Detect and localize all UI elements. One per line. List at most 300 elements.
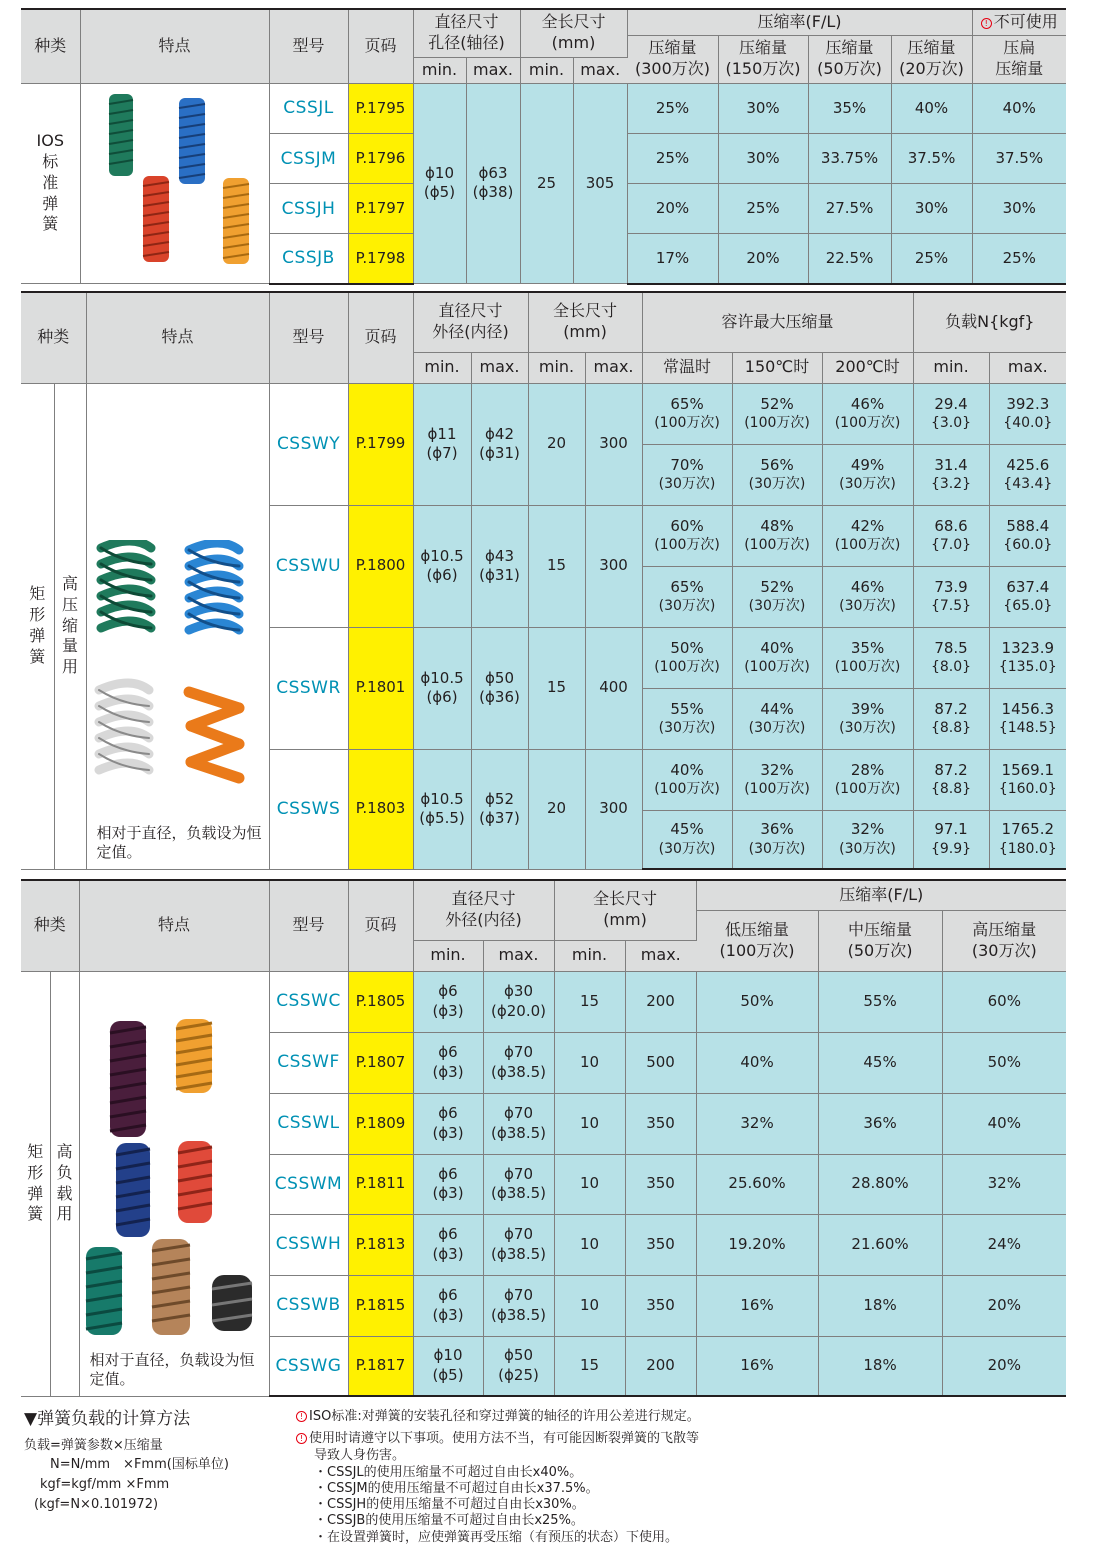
header-col-50-a: 压缩量 — [825, 38, 874, 58]
allow-cycles: (100万次) — [834, 781, 901, 798]
model-csswc[interactable]: CSSWC — [269, 971, 348, 1032]
note-bullet: ・CSSJM的使用压缩量不可超过自由长x37.5%。 — [314, 1480, 599, 1496]
model-cssjl[interactable]: CSSJL — [269, 83, 348, 134]
len-min: 10 — [554, 1032, 625, 1093]
header-length-unit: (mm) — [603, 910, 647, 930]
allow-cycles: (100万次) — [654, 415, 720, 432]
model-csswy[interactable]: CSSWY — [269, 383, 348, 505]
len-max: 300 — [585, 505, 642, 627]
spring-photo — [93, 540, 263, 810]
dia-min-inner: (ϕ3) — [432, 1062, 464, 1081]
dia-max — [483, 971, 554, 1032]
header-length — [528, 292, 642, 352]
header-len-max: max. — [585, 352, 642, 383]
header-compression-ratio: 压缩率(F/L) — [696, 880, 1066, 910]
model-csswu[interactable]: CSSWU — [269, 505, 348, 627]
page-ref[interactable]: P.1815 — [348, 1275, 413, 1336]
note-iso — [296, 1408, 816, 1426]
header-diameter-title: 直径尺寸 — [438, 301, 503, 321]
ratio-mid: 36% — [818, 1093, 942, 1154]
ratio-value: 27.5% — [808, 184, 891, 234]
dia-min — [413, 505, 471, 627]
load-kgf: {7.0} — [930, 537, 972, 554]
ratio-high: 60% — [942, 971, 1066, 1032]
kind-line: 形 — [27, 1162, 44, 1182]
load-kgf: {135.0} — [998, 659, 1057, 676]
allow-pct: 40% — [670, 760, 704, 779]
dia-max-inner: (ϕ38.5) — [491, 1062, 547, 1081]
ratio-mid: 55% — [818, 971, 942, 1032]
header-diameter-sub: 外径(内径) — [432, 322, 509, 342]
coil-spring-icon — [86, 1247, 122, 1335]
usage-notes — [296, 1408, 816, 1546]
header-low-b: (100万次) — [719, 940, 795, 960]
dia-min-inner: (ϕ3) — [432, 1244, 464, 1263]
allow-room — [642, 566, 732, 627]
page-ref[interactable]: P.1798 — [348, 234, 413, 284]
header-col-300 — [627, 35, 718, 83]
note-bullet: ・在设置弹簧时，应使弹簧再受压缩（有预压的状态）下使用。 — [314, 1529, 679, 1545]
ratio-low: 25.60% — [696, 1154, 818, 1214]
load-n: 87.2 — [934, 760, 968, 779]
dia-min — [413, 1275, 483, 1336]
kind-line: IOS — [36, 131, 64, 151]
allow-pct: 35% — [850, 638, 885, 657]
allow-pct: 65% — [670, 577, 704, 596]
header-length — [520, 9, 627, 57]
header-mid — [818, 910, 942, 971]
allow-200 — [822, 749, 913, 810]
load-n: 588.4 — [1006, 516, 1050, 535]
allow-cycles: (30万次) — [748, 476, 806, 493]
kind-line: 簧 — [42, 214, 59, 234]
dia-max-inner: (ϕ38.5) — [491, 1123, 547, 1142]
len-max: 500 — [625, 1032, 696, 1093]
header-kind: 种类 — [21, 292, 86, 383]
spring-image-cell — [80, 83, 269, 284]
allow-cycles: (100万次) — [834, 537, 901, 554]
len-min: 15 — [554, 971, 625, 1032]
model-cssjb[interactable]: CSSJB — [269, 234, 348, 284]
ratio-low: 16% — [696, 1275, 818, 1336]
load-kgf: {9.9} — [930, 840, 972, 857]
ratio-value: 22.5% — [808, 234, 891, 284]
len-min: 20 — [528, 749, 585, 869]
header-col-20 — [891, 35, 972, 83]
header-mid-a: 中压缩量 — [848, 919, 913, 939]
ratio-value: 30% — [891, 184, 972, 234]
model-csswr[interactable]: CSSWR — [269, 627, 348, 749]
allow-room — [642, 749, 732, 810]
model-csswf[interactable]: CSSWF — [269, 1032, 348, 1093]
dia-max-value: ϕ30 — [504, 982, 533, 1000]
load-min — [913, 810, 989, 869]
ratio-value: 40% — [972, 83, 1066, 134]
len-min: 15 — [528, 505, 585, 627]
dia-min-inner: (ϕ6) — [426, 566, 458, 584]
kind-line: 形 — [29, 605, 46, 625]
dia-max — [483, 1093, 554, 1154]
allow-200 — [822, 810, 913, 869]
allow-pct: 28% — [850, 760, 885, 779]
header-len-min: min. — [520, 57, 573, 83]
model-csswg[interactable]: CSSWG — [269, 1336, 348, 1396]
model-cssjm[interactable]: CSSJM — [269, 134, 348, 184]
header-len-min: min. — [554, 940, 625, 971]
header-len-min: min. — [528, 352, 585, 383]
dia-min-inner: (ϕ3) — [432, 1184, 464, 1202]
note-bullet: ・CSSJL的使用压缩量不可超过自由长x40%。 — [314, 1464, 583, 1480]
len-max: 305 — [573, 83, 627, 284]
page-ref[interactable]: P.1809 — [348, 1093, 413, 1154]
ratio-value: 37.5% — [891, 134, 972, 184]
usage-line: 高 — [56, 1141, 73, 1161]
kind-line: 簧 — [27, 1204, 44, 1224]
header-diameter — [413, 9, 520, 57]
header-model: 型号 — [269, 292, 348, 383]
len-min: 25 — [520, 83, 573, 284]
allow-cycles: (30万次) — [839, 476, 896, 493]
spec-table-high-load — [21, 879, 1066, 1397]
header-col-50 — [808, 35, 891, 83]
header-length — [554, 880, 696, 940]
page-ref[interactable]: P.1801 — [348, 627, 413, 749]
dia-min — [413, 1214, 483, 1275]
dia-min-value: ϕ6 — [438, 1164, 458, 1183]
header-compression-ratio: 压缩率(F/L) — [627, 9, 972, 35]
len-min: 15 — [554, 1336, 625, 1396]
ratio-value: 25% — [627, 134, 718, 184]
header-high-b: (30万次) — [971, 940, 1037, 960]
usage-line: 压 — [62, 594, 79, 614]
coil-spring-icon — [101, 541, 151, 628]
note-usage-cont: 导致人身伤害。 — [314, 1448, 406, 1464]
allow-150 — [732, 566, 822, 627]
allow-pct: 48% — [760, 516, 794, 535]
ratio-high: 50% — [942, 1032, 1066, 1093]
dia-max-value: ϕ70 — [504, 1164, 533, 1183]
ratio-value: 25% — [972, 234, 1066, 284]
allow-pct: 50% — [670, 638, 704, 657]
coil-spring-icon — [143, 176, 169, 262]
warning-circle-icon: ! — [981, 18, 992, 29]
allow-cycles: (30万次) — [658, 840, 716, 857]
warning-circle-icon: ! — [296, 1411, 307, 1422]
load-max — [989, 688, 1066, 749]
spec-table-iso — [21, 8, 1066, 285]
table-row — [21, 83, 1066, 134]
page-ref[interactable]: P.1805 — [348, 971, 413, 1032]
dia-min — [413, 83, 466, 284]
dia-max-value: ϕ70 — [504, 1043, 533, 1061]
calc-line: N=N/mm ×Fmm(国标单位) — [50, 1457, 229, 1473]
ratio-value: 20% — [627, 184, 718, 234]
note-bullet: ・CSSJB的使用压缩量不可超过自由长x25%。 — [314, 1513, 584, 1529]
load-kgf: {160.0} — [998, 781, 1057, 798]
dia-max-value: ϕ52 — [485, 789, 514, 808]
allow-cycles: (30万次) — [658, 476, 716, 493]
note-bullet: ・CSSJH的使用压缩量不可超过自由长x30%。 — [314, 1497, 585, 1513]
note-usage-text: 使用时请遵守以下事项。使用方法不当，有可能因断裂弹簧的飞散等 — [309, 1430, 700, 1446]
header-diameter-title: 直径尺寸 — [451, 889, 516, 909]
page-ref[interactable]: P.1813 — [348, 1214, 413, 1275]
feature-cell — [79, 971, 269, 1396]
len-max: 350 — [625, 1214, 696, 1275]
allow-pct: 36% — [760, 820, 794, 839]
ratio-low: 16% — [696, 1336, 818, 1396]
ratio-low: 50% — [696, 971, 818, 1032]
model-cssjh[interactable]: CSSJH — [269, 184, 348, 234]
load-n: 392.3 — [1006, 394, 1050, 413]
header-col-20-a: 压缩量 — [907, 38, 956, 58]
len-min: 20 — [528, 383, 585, 505]
ratio-high: 20% — [942, 1275, 1066, 1336]
header-length-title: 全长尺寸 — [593, 889, 658, 909]
allow-cycles: (100万次) — [834, 415, 901, 432]
note-usage — [296, 1430, 816, 1448]
dia-min-value: ϕ10 — [425, 163, 454, 182]
allow-pct: 45% — [670, 820, 704, 839]
dia-max — [483, 1032, 554, 1093]
ratio-low: 40% — [696, 1032, 818, 1093]
coil-spring-icon — [179, 98, 205, 184]
header-length-title: 全长尺寸 — [553, 301, 618, 321]
page-ref[interactable]: P.1811 — [348, 1154, 413, 1214]
dia-max — [483, 1336, 554, 1396]
dia-max-inner: (ϕ38.5) — [491, 1305, 547, 1324]
load-n: 1323.9 — [1001, 638, 1055, 657]
ratio-high: 24% — [942, 1214, 1066, 1275]
allow-200 — [822, 566, 913, 627]
ratio-value: 35% — [808, 83, 891, 134]
len-min: 15 — [528, 627, 585, 749]
load-n: 73.9 — [934, 577, 968, 596]
page-ref[interactable]: P.1803 — [348, 749, 413, 869]
dia-min-inner: (ϕ3) — [432, 1305, 464, 1324]
dia-min — [413, 627, 471, 749]
page-ref[interactable]: P.1796 — [348, 134, 413, 184]
model-cssws[interactable]: CSSWS — [269, 749, 348, 869]
load-n: 1456.3 — [1001, 699, 1055, 718]
dia-max-inner: (ϕ31) — [479, 444, 520, 462]
load-min — [913, 383, 989, 444]
dia-max-inner: (ϕ25) — [498, 1365, 539, 1384]
len-max: 300 — [585, 749, 642, 869]
ratio-mid: 45% — [818, 1032, 942, 1093]
load-min — [913, 566, 989, 627]
coil-spring-icon — [99, 683, 149, 770]
spring-photo — [82, 1015, 262, 1335]
dia-min — [413, 1336, 483, 1396]
header-length-unit: (mm) — [563, 322, 607, 342]
load-n: 637.4 — [1006, 577, 1050, 596]
dia-max-value: ϕ70 — [504, 1104, 533, 1122]
dia-max-value: ϕ50 — [504, 1346, 533, 1365]
load-kgf: {8.8} — [930, 781, 972, 798]
len-min: 10 — [554, 1214, 625, 1275]
header-len-max: max. — [625, 940, 696, 971]
allow-pct: 42% — [850, 516, 885, 535]
ratio-mid: 18% — [818, 1336, 942, 1396]
allow-room — [642, 688, 732, 749]
dia-max-value: ϕ42 — [485, 424, 514, 443]
allow-cycles: (30万次) — [748, 598, 806, 615]
header-diameter-sub: 外径(内径) — [445, 910, 522, 930]
header-col-flat-a: 压扁 — [1003, 38, 1036, 58]
allow-cycles: (100万次) — [744, 415, 810, 432]
load-kgf: {8.8} — [930, 720, 972, 737]
ratio-value: 30% — [972, 184, 1066, 234]
allow-pct: 70% — [670, 455, 704, 474]
header-len-max: max. — [573, 57, 627, 83]
header-dia-max: max. — [483, 940, 554, 971]
header-col-300-b: (300万次) — [635, 59, 711, 78]
dia-min-value: ϕ6 — [438, 1225, 458, 1243]
load-kgf: {3.0} — [930, 415, 972, 432]
allow-pct: 44% — [760, 699, 794, 718]
coil-spring-icon — [152, 1239, 190, 1335]
allow-pct: 39% — [850, 699, 885, 718]
model-csswb[interactable]: CSSWB — [269, 1275, 348, 1336]
dia-max-value: ϕ50 — [485, 668, 514, 687]
load-n: 87.2 — [934, 699, 968, 718]
allow-pct: 49% — [850, 455, 885, 474]
header-150c: 150℃时 — [732, 352, 822, 383]
load-n: 1765.2 — [1001, 820, 1055, 839]
dia-min — [413, 971, 483, 1032]
warning-circle-icon: ! — [296, 1433, 307, 1444]
page-ref[interactable]: P.1817 — [348, 1336, 413, 1396]
load-kgf: {7.5} — [930, 598, 972, 615]
dia-max-inner: (ϕ36) — [479, 688, 520, 706]
header-load: 负载N{kgf} — [913, 292, 1066, 352]
allow-200 — [822, 505, 913, 566]
dia-min-inner: (ϕ5) — [423, 183, 456, 202]
load-min — [913, 444, 989, 505]
coil-spring-icon — [176, 1019, 212, 1093]
dia-min-value: ϕ10.5 — [420, 546, 464, 565]
ratio-value: 33.75% — [808, 134, 891, 184]
header-diameter — [413, 292, 528, 352]
header-not-usable-label: 不可使用 — [993, 11, 1058, 31]
header-dia-min: min. — [413, 352, 471, 383]
calc-line: 负载=弹簧参数×压缩量 — [24, 1437, 163, 1453]
page-ref[interactable]: P.1795 — [348, 83, 413, 134]
load-min — [913, 749, 989, 810]
page-ref[interactable]: P.1800 — [348, 505, 413, 627]
allow-cycles: (100万次) — [834, 659, 901, 676]
header-col-50-b: (50万次) — [817, 59, 882, 78]
dia-min — [413, 1093, 483, 1154]
header-low — [696, 910, 818, 971]
header-model: 型号 — [269, 880, 348, 971]
load-n: 68.6 — [934, 516, 968, 535]
header-feature: 特点 — [86, 292, 269, 383]
allow-cycles: (100万次) — [744, 781, 810, 798]
allow-cycles: (30万次) — [658, 720, 716, 737]
allow-room — [642, 627, 732, 688]
load-n: 29.4 — [934, 394, 968, 413]
ratio-mid: 18% — [818, 1275, 942, 1336]
dia-max-value: ϕ70 — [504, 1225, 533, 1243]
feature-note: 相对于直径，负载设为恒定值。 — [89, 1350, 255, 1388]
header-length-title: 全长尺寸 — [541, 12, 606, 32]
allow-cycles: (100万次) — [654, 781, 720, 798]
len-max: 350 — [625, 1093, 696, 1154]
page-ref[interactable]: P.1797 — [348, 184, 413, 234]
load-kgf: {43.4} — [1003, 476, 1053, 493]
ratio-mid: 21.60% — [818, 1214, 942, 1275]
header-high — [942, 910, 1066, 971]
load-min — [913, 627, 989, 688]
ratio-value: 30% — [718, 83, 808, 134]
usage-line: 缩 — [62, 615, 79, 635]
allow-pct: 46% — [850, 577, 885, 596]
allow-pct: 52% — [760, 577, 794, 596]
coil-spring-icon — [110, 1021, 146, 1137]
header-dia-min: min. — [413, 57, 466, 83]
header-col-flat — [972, 35, 1066, 83]
calc-line: (kgf=N×0.101972) — [34, 1496, 159, 1512]
ratio-high: 32% — [942, 1154, 1066, 1214]
header-kind: 种类 — [21, 9, 80, 83]
load-calc-title: ▼弹簧负载的计算方法 — [24, 1409, 191, 1429]
model-csswh[interactable]: CSSWH — [269, 1214, 348, 1275]
header-allowable-compression: 容许最大压缩量 — [642, 292, 913, 352]
ratio-high: 20% — [942, 1336, 1066, 1396]
usage-line: 量 — [62, 636, 79, 656]
kind-line: 矩 — [29, 584, 46, 604]
header-col-flat-b: 压缩量 — [995, 59, 1044, 78]
coil-spring-icon — [116, 1143, 150, 1237]
header-load-max: max. — [989, 352, 1066, 383]
load-kgf: {148.5} — [998, 720, 1057, 737]
header-page: 页码 — [348, 880, 413, 971]
load-kgf: {180.0} — [998, 840, 1057, 857]
header-col-150-a: 压缩量 — [739, 38, 788, 58]
spring-photo — [81, 84, 270, 278]
page-ref[interactable]: P.1799 — [348, 383, 413, 505]
load-max — [989, 627, 1066, 688]
dia-max — [483, 1214, 554, 1275]
header-load-min: min. — [913, 352, 989, 383]
ratio-value: 30% — [718, 134, 808, 184]
dia-min-value: ϕ11 — [427, 424, 457, 443]
header-col-300-a: 压缩量 — [648, 38, 697, 58]
page-ref[interactable]: P.1807 — [348, 1032, 413, 1093]
allow-cycles: (30万次) — [839, 720, 896, 737]
allow-pct: 60% — [670, 516, 704, 535]
ratio-high: 40% — [942, 1093, 1066, 1154]
coil-spring-icon — [189, 543, 239, 630]
model-csswl[interactable]: CSSWL — [269, 1093, 348, 1154]
model-csswm[interactable]: CSSWM — [269, 1154, 348, 1214]
spec-table-high-compression — [21, 291, 1066, 870]
allow-pct: 32% — [850, 820, 885, 839]
load-n: 31.4 — [934, 455, 968, 474]
kind-cell — [21, 83, 80, 284]
header-not-usable — [972, 9, 1066, 35]
load-max — [989, 810, 1066, 869]
allow-cycles: (100万次) — [744, 537, 810, 554]
dia-min — [413, 383, 471, 505]
allow-cycles: (100万次) — [654, 659, 720, 676]
dia-max-value: ϕ70 — [504, 1286, 533, 1304]
dia-max-inner: (ϕ38) — [472, 183, 514, 202]
dia-min-value: ϕ6 — [438, 982, 458, 1000]
header-feature: 特点 — [80, 9, 269, 83]
allow-cycles: (30万次) — [658, 598, 716, 615]
